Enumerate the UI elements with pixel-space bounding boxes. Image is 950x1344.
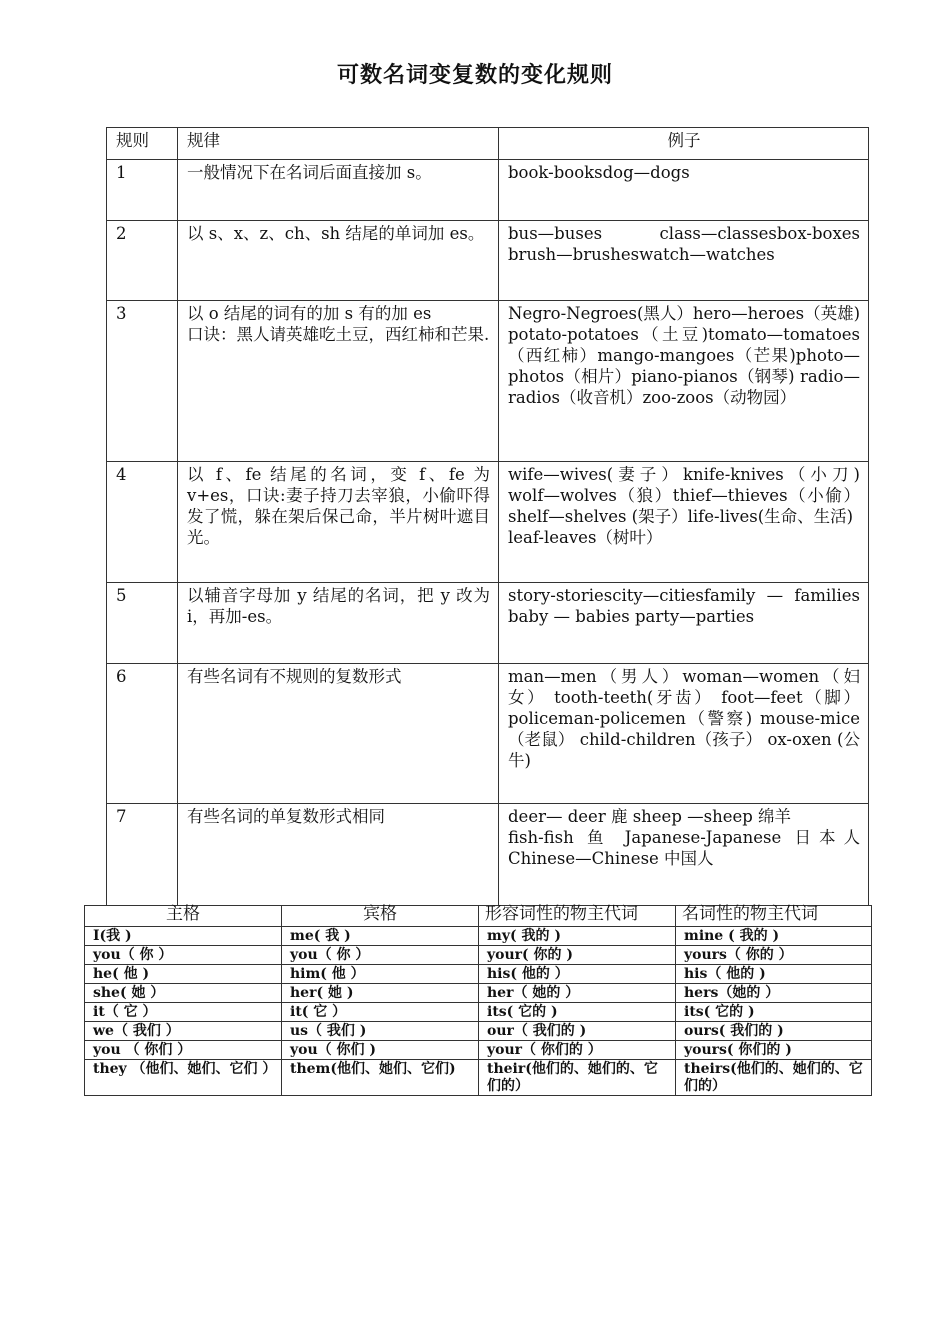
header-cell: 宾格 (282, 906, 479, 927)
table-row (85, 927, 872, 946)
rule-text: 以辅音字母加 y 结尾的名词，把 y 改为 i，再加-es。 (178, 583, 499, 664)
rule-example: bus—buses class—classesbox-boxes brush—brusheswatch—watches (499, 221, 869, 301)
table-cell: you（ 你 ） (282, 946, 479, 965)
table-row (107, 160, 869, 221)
rule-example: deer— deer 鹿 sheep —sheep 绵羊 fish-fish 鱼 Japanese-Japanese 日本人 Chinese—Chinese 中国人 (499, 804, 869, 906)
rule-text: 有些名词有不规则的复数形式 (178, 664, 499, 804)
table-row (85, 984, 872, 1003)
table-cell: mine ( 我的 ) (676, 927, 872, 946)
table-cell: they （他们、她们、它们 ） (85, 1060, 282, 1096)
table-cell: his（ 他的 ) (676, 965, 872, 984)
header-cell: 规律 (178, 128, 499, 160)
header-cell: 规则 (107, 128, 178, 160)
table-row (107, 462, 869, 583)
table-cell: it（ 它 ） (85, 1003, 282, 1022)
table-cell: your（ 你们的 ） (479, 1041, 676, 1060)
rule-number: 5 (107, 583, 178, 664)
table-cell: me( 我 ) (282, 927, 479, 946)
table-cell: my( 我的 ) (479, 927, 676, 946)
table-cell: its( 它的 ) (676, 1003, 872, 1022)
rule-example: book-booksdog—dogs (499, 160, 869, 221)
table-cell: its( 它的 ) (479, 1003, 676, 1022)
table-row (107, 804, 869, 906)
table-cell: yours( 你们的 ) (676, 1041, 872, 1060)
rule-example: Negro-Negroes(黑人）hero—heroes（英雄) potato-potatoes（土豆)tomato—tomatoes（西红柿）mango-mangoes（芒果)photo—photos（相片）piano-pianos（钢琴) radio—radios（收音机）zoo-zoos（动物园） (499, 301, 869, 462)
header-cell: 主格 (85, 906, 282, 927)
table-row (85, 1003, 872, 1022)
table-cell: theirs(他们的、她们的、它们的） (676, 1060, 872, 1096)
table-cell: you（ 你们 ) (282, 1041, 479, 1060)
table-cell: hers（她的 ） (676, 984, 872, 1003)
table-cell: us（ 我们 ) (282, 1022, 479, 1041)
rule-text: 有些名词的单复数形式相同 (178, 804, 499, 906)
table-header-row (107, 128, 869, 160)
table-cell: yours（ 你的 ） (676, 946, 872, 965)
table-row (107, 583, 869, 664)
table-row (85, 946, 872, 965)
rule-text: 以 f、fe 结尾的名词，变 f、fe 为 v+es，口诀:妻子持刀去宰狼，小偷吓得发了慌，躲在架后保己命，半片树叶遮目光。 (178, 462, 499, 583)
table-row (107, 221, 869, 301)
table-cell: I(我 ) (85, 927, 282, 946)
plural-rules-table (106, 127, 869, 906)
header-cell: 例子 (499, 128, 869, 160)
table-cell: them(他们、她们、它们) (282, 1060, 479, 1096)
pronoun-table (84, 905, 872, 1096)
table-cell: you （ 你们 ） (85, 1041, 282, 1060)
table-cell: our（ 我们的 ) (479, 1022, 676, 1041)
rule-example: man—men（男人）woman—women（妇女） tooth-teeth(牙齿） foot—feet（脚）policeman-policemen（警察) mouse-mice（老鼠） child-children（孩子） ox-oxen (公牛) (499, 664, 869, 804)
table-cell: her（ 她的 ） (479, 984, 676, 1003)
table-cell: him( 他 ） (282, 965, 479, 984)
table-row (85, 1022, 872, 1041)
rule-example: wife—wives(妻子）knife-knives（小刀) wolf—wolves（狼）thief—thieves（小偷）shelf—shelves (架子）life-lives(生命、生活) leaf-leaves（树叶） (499, 462, 869, 583)
rule-number: 1 (107, 160, 178, 221)
rule-example: story-storiescity—citiesfamily — families baby — babies party—parties (499, 583, 869, 664)
table-cell: it( 它 ） (282, 1003, 479, 1022)
header-cell: 形容词性的物主代词 (479, 906, 676, 927)
table-row (85, 965, 872, 984)
rule-number: 3 (107, 301, 178, 462)
table-row (85, 1041, 872, 1060)
table-row (107, 301, 869, 462)
table-cell: ours( 我们的 ) (676, 1022, 872, 1041)
rule-number: 6 (107, 664, 178, 804)
table-cell: their(他们的、她们的、它们的） (479, 1060, 676, 1096)
rule-number: 2 (107, 221, 178, 301)
page-title: 可数名词变复数的变化规则 (336, 62, 613, 88)
table-cell: she( 她 ） (85, 984, 282, 1003)
table-cell: he( 他 ) (85, 965, 282, 984)
rule-text: 以 o 结尾的词有的加 s 有的加 es 口诀：黑人请英雄吃土豆，西红柿和芒果. (178, 301, 499, 462)
table-cell: his( 他的 ） (479, 965, 676, 984)
table-cell: we（ 我们 ） (85, 1022, 282, 1041)
table-header-row (85, 906, 872, 927)
rule-text: 一般情况下在名词后面直接加 s。 (178, 160, 499, 221)
table-cell: her( 她 ) (282, 984, 479, 1003)
header-cell: 名词性的物主代词 (676, 906, 872, 927)
table-cell: your( 你的 ) (479, 946, 676, 965)
rule-number: 7 (107, 804, 178, 906)
rule-text: 以 s、x、z、ch、sh 结尾的单词加 es。 (178, 221, 499, 301)
rule-number: 4 (107, 462, 178, 583)
table-row (107, 664, 869, 804)
table-cell: you（ 你 ） (85, 946, 282, 965)
table-row (85, 1060, 872, 1096)
